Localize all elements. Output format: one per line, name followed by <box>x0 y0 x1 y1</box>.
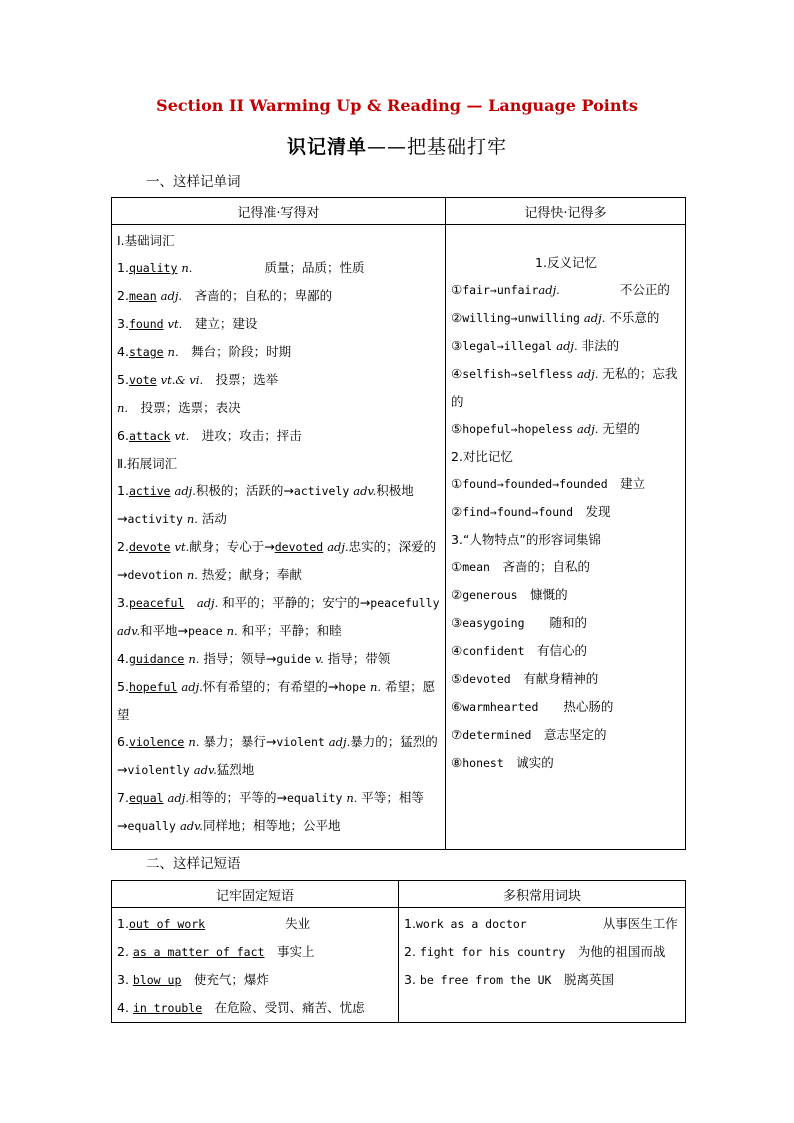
list-item: ①found→founded→founded 建立 <box>451 476 646 491</box>
traits-heading: 3.“人物特点”的形容词集锦 <box>451 532 601 547</box>
vocab-table <box>111 197 686 850</box>
phrase-table <box>111 880 686 1023</box>
phrase-right-cell <box>399 908 686 1023</box>
basic-vocab-heading: Ⅰ.基础词汇 <box>117 233 175 248</box>
list-item: n. 投票；选票；表决 <box>117 400 241 415</box>
list-item: ①mean 吝啬的；自私的 <box>451 559 590 574</box>
list-item: 3.peaceful adj. 和平的；平静的；安宁的→peacefully adv.和平地→peace n. 和平；平静；和睦 <box>117 595 440 638</box>
subtitle-rest: ——把基础打牢 <box>367 136 508 158</box>
list-item: ④selfish→selfless adj. 无私的；忘我的 <box>451 366 678 409</box>
list-item: ①fair→unfairadj. 不公正的 <box>451 282 670 297</box>
list-item: ⑦determined 意志坚定的 <box>451 727 607 742</box>
list-item: 4. in trouble 在危险、受罚、痛苦、忧虑 <box>117 1000 365 1015</box>
vocab-col-left-header: 记得准·写得对 <box>112 198 446 225</box>
subtitle-boxed: 识记清单 <box>286 136 367 158</box>
list-item: 1.out of work 失业 <box>117 916 311 931</box>
list-item: ⑧honest 诚实的 <box>451 755 554 770</box>
vocab-table-header <box>112 198 686 225</box>
extended-vocab-heading: Ⅱ.拓展词汇 <box>117 456 178 471</box>
phrase-table-header <box>112 881 686 908</box>
list-item: 2. as a matter of fact 事实上 <box>117 944 315 959</box>
list-item: ③legal→illegal adj. 非法的 <box>451 338 620 353</box>
list-item: ②generous 慷慨的 <box>451 587 568 602</box>
list-item: 1.quality n. 质量；品质；性质 <box>117 260 365 275</box>
list-item: 3. be free from the UK 脱离英国 <box>404 972 614 987</box>
phrase-col-right-header: 多积常用词块 <box>399 881 686 908</box>
section-heading-phrases: 二、这样记短语 <box>146 856 241 872</box>
section-heading-words: 一、这样记单词 <box>146 174 241 190</box>
list-item: 1.work as a doctor 从事医生工作 <box>404 916 678 931</box>
vocab-right-cell <box>446 225 686 850</box>
contrast-heading: 2.对比记忆 <box>451 449 513 464</box>
list-item: ④confident 有信心的 <box>451 643 588 658</box>
vocab-col-right-header: 记得快·记得多 <box>446 198 686 225</box>
phrase-col-left-header: 记牢固定短语 <box>112 881 399 908</box>
list-item: 3.found vt. 建立；建设 <box>117 316 258 331</box>
list-item: ⑤devoted 有献身精神的 <box>451 671 599 686</box>
list-item: 2. fight for his country 为他的祖国而战 <box>404 944 666 959</box>
list-item: ⑤hopeful→hopeless adj. 无望的 <box>451 421 640 436</box>
phrase-left-cell <box>112 908 399 1023</box>
list-item: ②willing→unwilling adj. 不乐意的 <box>451 310 660 325</box>
list-item: 5.hopeful adj.怀有希望的；有希望的→hope n. 希望；愿望 <box>117 679 436 722</box>
list-item: 1.active adj.积极的；活跃的→actively adv.积极地→activity n. 活动 <box>117 483 414 526</box>
vocab-left-cell <box>112 225 446 850</box>
list-item: ②find→found→found 发现 <box>451 504 611 519</box>
page-subtitle <box>0 132 794 159</box>
list-item: 6.violence n. 暴力；暴行→violent adj.暴力的；猛烈的→violently adv.猛烈地 <box>117 734 438 777</box>
list-item: ⑥warmhearted 热心肠的 <box>451 699 614 714</box>
list-item: 7.equal adj.相等的；平等的→equality n. 平等；相等→equally adv.同样地；相等地；公平地 <box>117 790 424 833</box>
page-title: Section II Warming Up & Reading — Language Points <box>156 96 638 115</box>
list-item: ③easygoing 随和的 <box>451 615 588 630</box>
list-item: 6.attack vt. 进攻；攻击；抨击 <box>117 428 302 443</box>
list-item: 2.devote vt.献身；专心于→devoted adj.忠实的；深爱的→devotion n. 热爱；献身；奉献 <box>117 539 437 582</box>
list-item: 3. blow up 使充气；爆炸 <box>117 972 269 987</box>
list-item: 2.mean adj. 吝啬的；自私的；卑鄙的 <box>117 288 333 303</box>
antonym-heading: 1.反义记忆 <box>535 255 597 270</box>
list-item: 4.stage n. 舞台；阶段；时期 <box>117 344 292 359</box>
list-item: 4.guidance n. 指导；领导→guide v. 指导；带领 <box>117 651 391 666</box>
list-item: 5.vote vt.& vi. 投票；选举 <box>117 372 279 387</box>
